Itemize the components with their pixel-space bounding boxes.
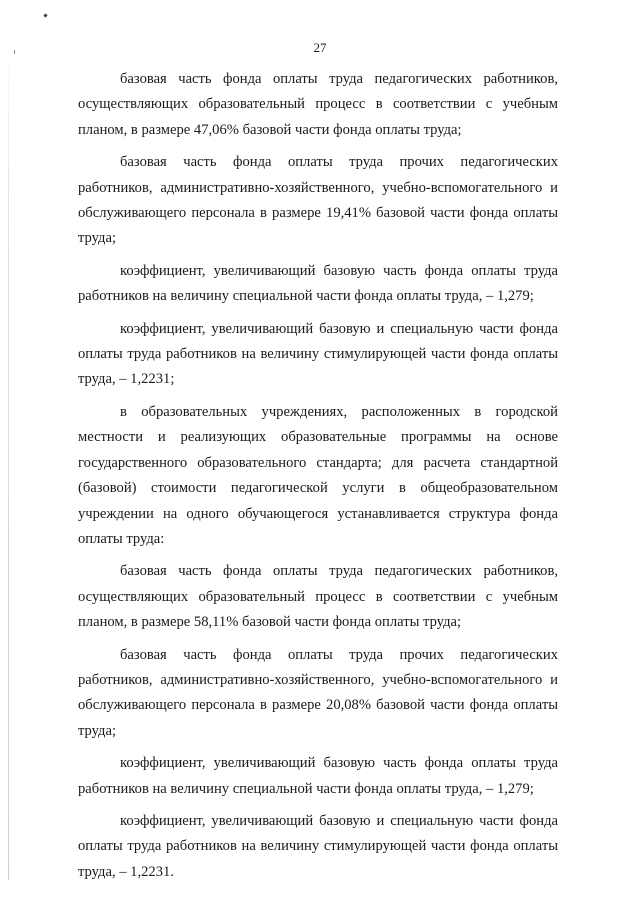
paragraph-teaching-staff-base-share-2: базовая часть фонда оплаты труда педагогических работников, осуществляющих образовательный процесс в соответствии с учебным планом, в размере 58,11% базовой части фонда оплаты труда; — [78, 563, 558, 631]
page-number: 27 — [313, 40, 327, 55]
scan-artifact-edge — [8, 40, 9, 880]
scan-artifact-mark — [43, 13, 47, 17]
paragraph-incentive-part-coefficient-2: коэффициент, увеличивающий базовую и специальную части фонда оплаты труда работников на величину стимулирующей части фонда оплаты труда, – 1,2231. — [78, 812, 558, 880]
paragraph-special-part-coefficient-1: коэффициент, увеличивающий базовую часть фонда оплаты труда работников на величину специальной части фонда оплаты труда, – 1,279; — [78, 262, 558, 305]
paragraph-teaching-staff-base-share-1: базовая часть фонда оплаты труда педагогических работников, осуществляющих образовательный процесс в соответствии с учебным планом, в размере 47,06% базовой части фонда оплаты труда; — [78, 71, 558, 138]
paragraph-urban-institutions-intro: в образовательных учреждениях, расположенных в городской местности и реализующих образовательные программы на основе государственного образовательного стандарта; для расчета стандартной (базовой) стоимости педагогической услуги в общеобразовательном учреждении на одного обучающегося устанавливается структура фонда оплаты труда: — [78, 403, 558, 547]
document-body — [78, 67, 558, 892]
paragraph-other-staff-base-share-1: базовая часть фонда оплаты труда прочих педагогических работников, административно-хозяйственного, учебно-вспомогательного и обслуживающего персонала в размере 19,41% базовой части фонда оплаты труда; — [78, 154, 558, 247]
paragraph-other-staff-base-share-2: базовая часть фонда оплаты труда прочих педагогических работников, административно-хозяйственного, учебно-вспомогательного и обслуживающего персонала в размере 20,08% базовой части фонда оплаты труда; — [78, 646, 558, 739]
paragraph-special-part-coefficient-2: коэффициент, увеличивающий базовую часть фонда оплаты труда работников на величину специальной части фонда оплаты труда, – 1,279; — [78, 755, 558, 797]
paragraph-incentive-part-coefficient-1: коэффициент, увеличивающий базовую и специальную части фонда оплаты труда работников на величину стимулирующей части фонда оплаты труда, – 1,2231; — [78, 320, 558, 388]
